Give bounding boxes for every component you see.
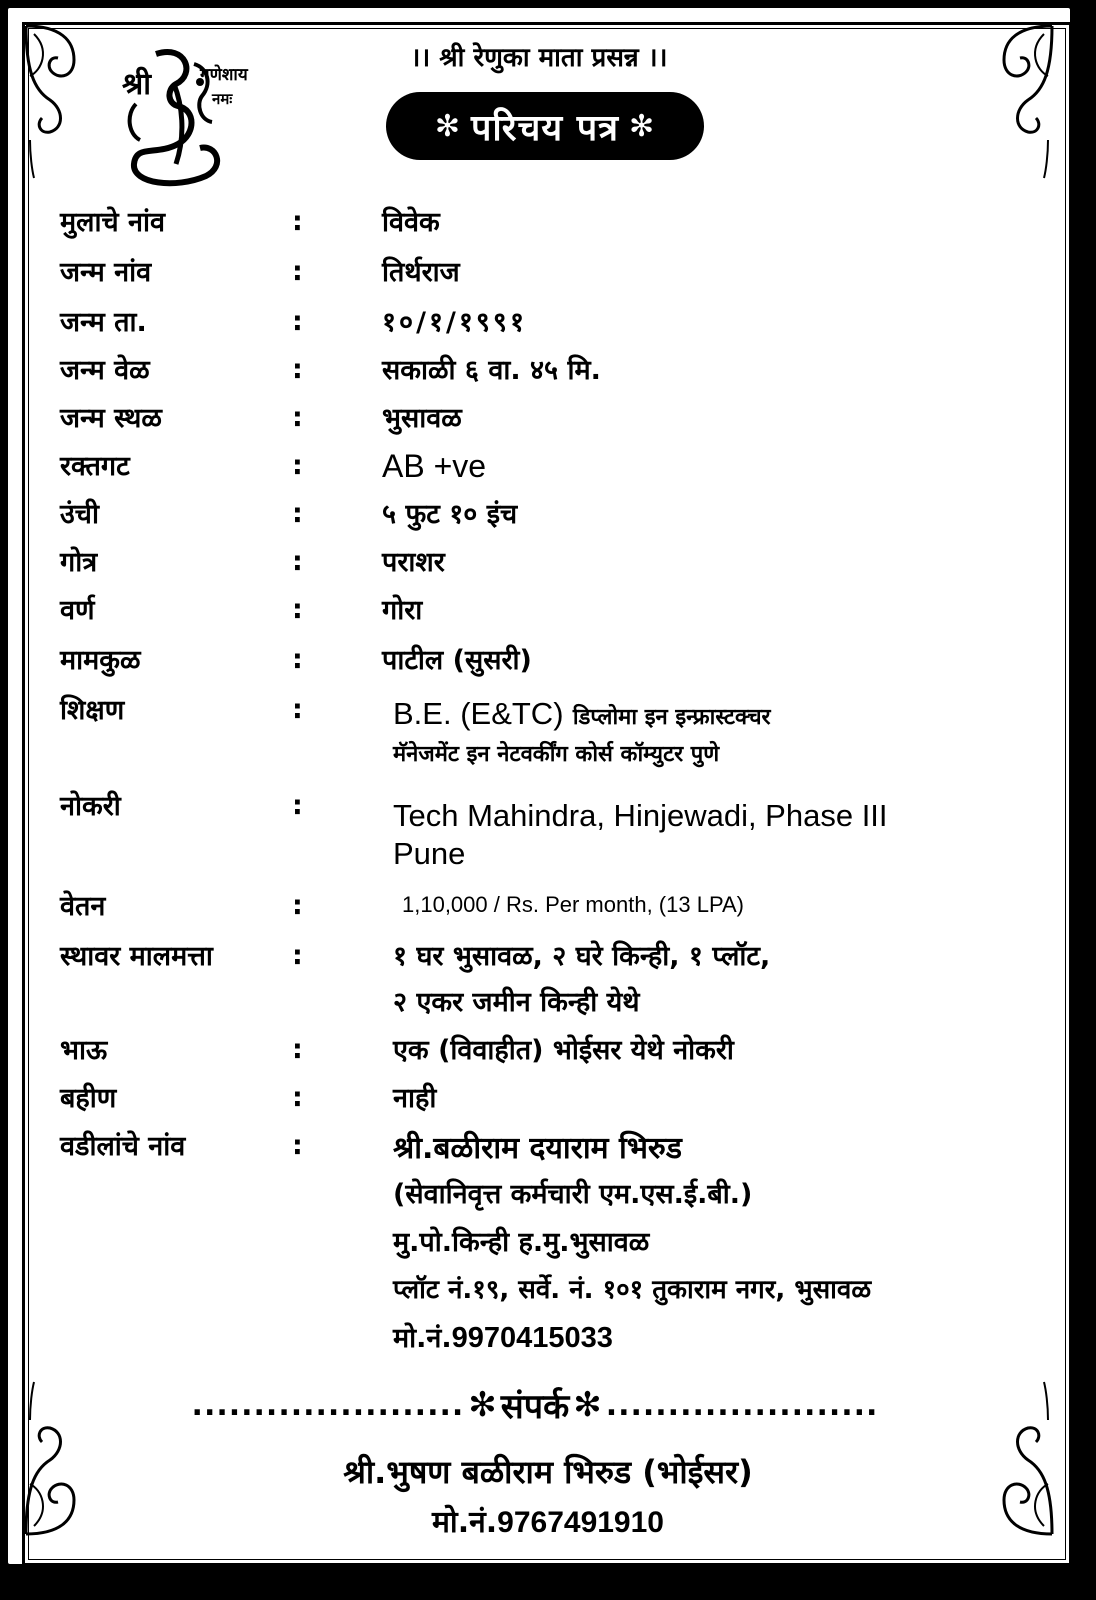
field-colon: : <box>292 354 303 385</box>
field-label: जन्म वेळ <box>60 355 150 386</box>
field-label: वर्ण <box>60 595 95 626</box>
field-colon: : <box>292 306 303 337</box>
field-label: गोत्र <box>60 547 98 578</box>
contact-phone <box>0 1500 1096 1541</box>
education-degree: B.E. (E&TC) <box>393 696 564 731</box>
field-label: मामकुळ <box>60 645 141 676</box>
field-row-property <box>60 936 1060 1026</box>
job-line-1: Tech Mahindra, Hinjewadi, Phase III <box>393 798 888 833</box>
field-colon: : <box>292 546 303 577</box>
father-phone-prefix: मो.नं. <box>393 1323 452 1354</box>
father-line-2: (सेवानिवृत्त कर्मचारी एम.एस.ई.बी.) <box>393 1179 753 1210</box>
field-value: पाटील (सुसरी) <box>382 645 532 676</box>
education-line-1: डिप्लोमा इन इन्फ्रास्टक्चर <box>572 705 771 730</box>
field-value: AB +ve <box>382 448 487 484</box>
ganesh-text-2: नमः <box>212 90 233 108</box>
star-icon: ✻ <box>434 108 461 144</box>
contact-phone-number: 9767491910 <box>497 1506 664 1539</box>
field-label: शिक्षण <box>60 695 125 726</box>
field-label: भाऊ <box>60 1035 108 1066</box>
field-colon: : <box>292 1082 303 1113</box>
education-line-2: मॅनेजमेंट इन नेटवर्कींग कोर्स कॉम्युटर पुणे <box>393 742 720 767</box>
father-name: श्री.बळीराम दयाराम भिरुड <box>393 1131 682 1166</box>
field-value: पराशर <box>382 547 445 578</box>
field-label: उंची <box>60 499 99 530</box>
field-colon: : <box>292 1130 303 1161</box>
field-colon: : <box>292 694 303 725</box>
field-colon: : <box>292 450 303 481</box>
contact-heading-line <box>150 1382 920 1428</box>
field-colon: : <box>292 594 303 625</box>
field-value: एक (विवाहीत) भोईसर येथे नोकरी <box>393 1035 734 1066</box>
field-label: स्थावर मालमत्ता <box>60 941 213 972</box>
property-line-2: २ एकर जमीन किन्ही येथे <box>393 987 640 1018</box>
field-value: गोरा <box>382 595 423 626</box>
star-icon: ✻ <box>573 1385 602 1425</box>
field-colon: : <box>292 206 303 237</box>
contact-heading: संपर्क <box>500 1387 570 1427</box>
field-label: जन्म ता. <box>60 307 147 338</box>
field-label: बहीण <box>60 1083 117 1114</box>
field-row-job <box>60 786 1060 876</box>
field-value: 1,10,000 / Rs. Per month, (13 LPA) <box>402 892 744 917</box>
blessing-text: ।। श्री रेणुका माता प्रसन्न ।। <box>410 43 668 73</box>
field-colon: : <box>292 940 303 971</box>
field-value: भुसावळ <box>382 403 462 434</box>
field-colon: : <box>292 498 303 529</box>
field-colon: : <box>292 790 303 821</box>
star-icon: ✻ <box>629 108 656 144</box>
field-label: वेतन <box>60 891 106 922</box>
dotted-leader: ...................... <box>605 1387 879 1423</box>
field-colon: : <box>292 890 303 921</box>
field-value: तिर्थराज <box>382 257 460 288</box>
field-colon: : <box>292 256 303 287</box>
ganesh-text-1: गणेशाय <box>200 65 248 85</box>
field-row-education <box>60 690 1060 770</box>
field-value: १०/१/१९९१ <box>382 307 528 338</box>
field-label: जन्म नांव <box>60 257 152 288</box>
field-value: नाही <box>393 1083 437 1114</box>
title-badge <box>386 92 704 160</box>
field-label: नोकरी <box>60 791 121 822</box>
job-line-2: Pune <box>393 836 466 871</box>
dotted-leader: ...................... <box>191 1387 465 1423</box>
field-value: सकाळी ६ वा. ४५ मि. <box>382 355 601 386</box>
field-value: ५ फुट १० इंच <box>382 499 518 530</box>
father-line-4: प्लॉट नं.१९, सर्वे. नं. १०१ तुकाराम नगर, भुसावळ <box>393 1275 872 1305</box>
field-colon: : <box>292 1034 303 1065</box>
field-colon: : <box>292 644 303 675</box>
field-label: जन्म स्थळ <box>60 403 162 434</box>
field-label: मुलाचे नांव <box>60 207 165 238</box>
field-row-father <box>60 1126 1060 1366</box>
property-line-1: १ घर भुसावळ, २ घरे किन्ही, १ प्लॉट, <box>393 941 771 972</box>
contact-phone-prefix: मो.नं. <box>431 1505 498 1540</box>
field-value: विवेक <box>382 207 440 238</box>
field-colon: : <box>292 402 303 433</box>
star-icon: ✻ <box>468 1385 497 1425</box>
page-title: परिचय पत्र <box>470 107 620 149</box>
field-label: वडीलांचे नांव <box>60 1131 186 1162</box>
father-phone-number: 9970415033 <box>451 1322 613 1354</box>
ganesh-shri-text: श्री <box>122 67 152 102</box>
field-label: रक्तगट <box>60 451 130 482</box>
contact-name: श्री.भुषण बळीराम भिरुड (भोईसर) <box>343 1453 753 1491</box>
father-line-3: मु.पो.किन्ही ह.मु.भुसावळ <box>393 1227 650 1258</box>
